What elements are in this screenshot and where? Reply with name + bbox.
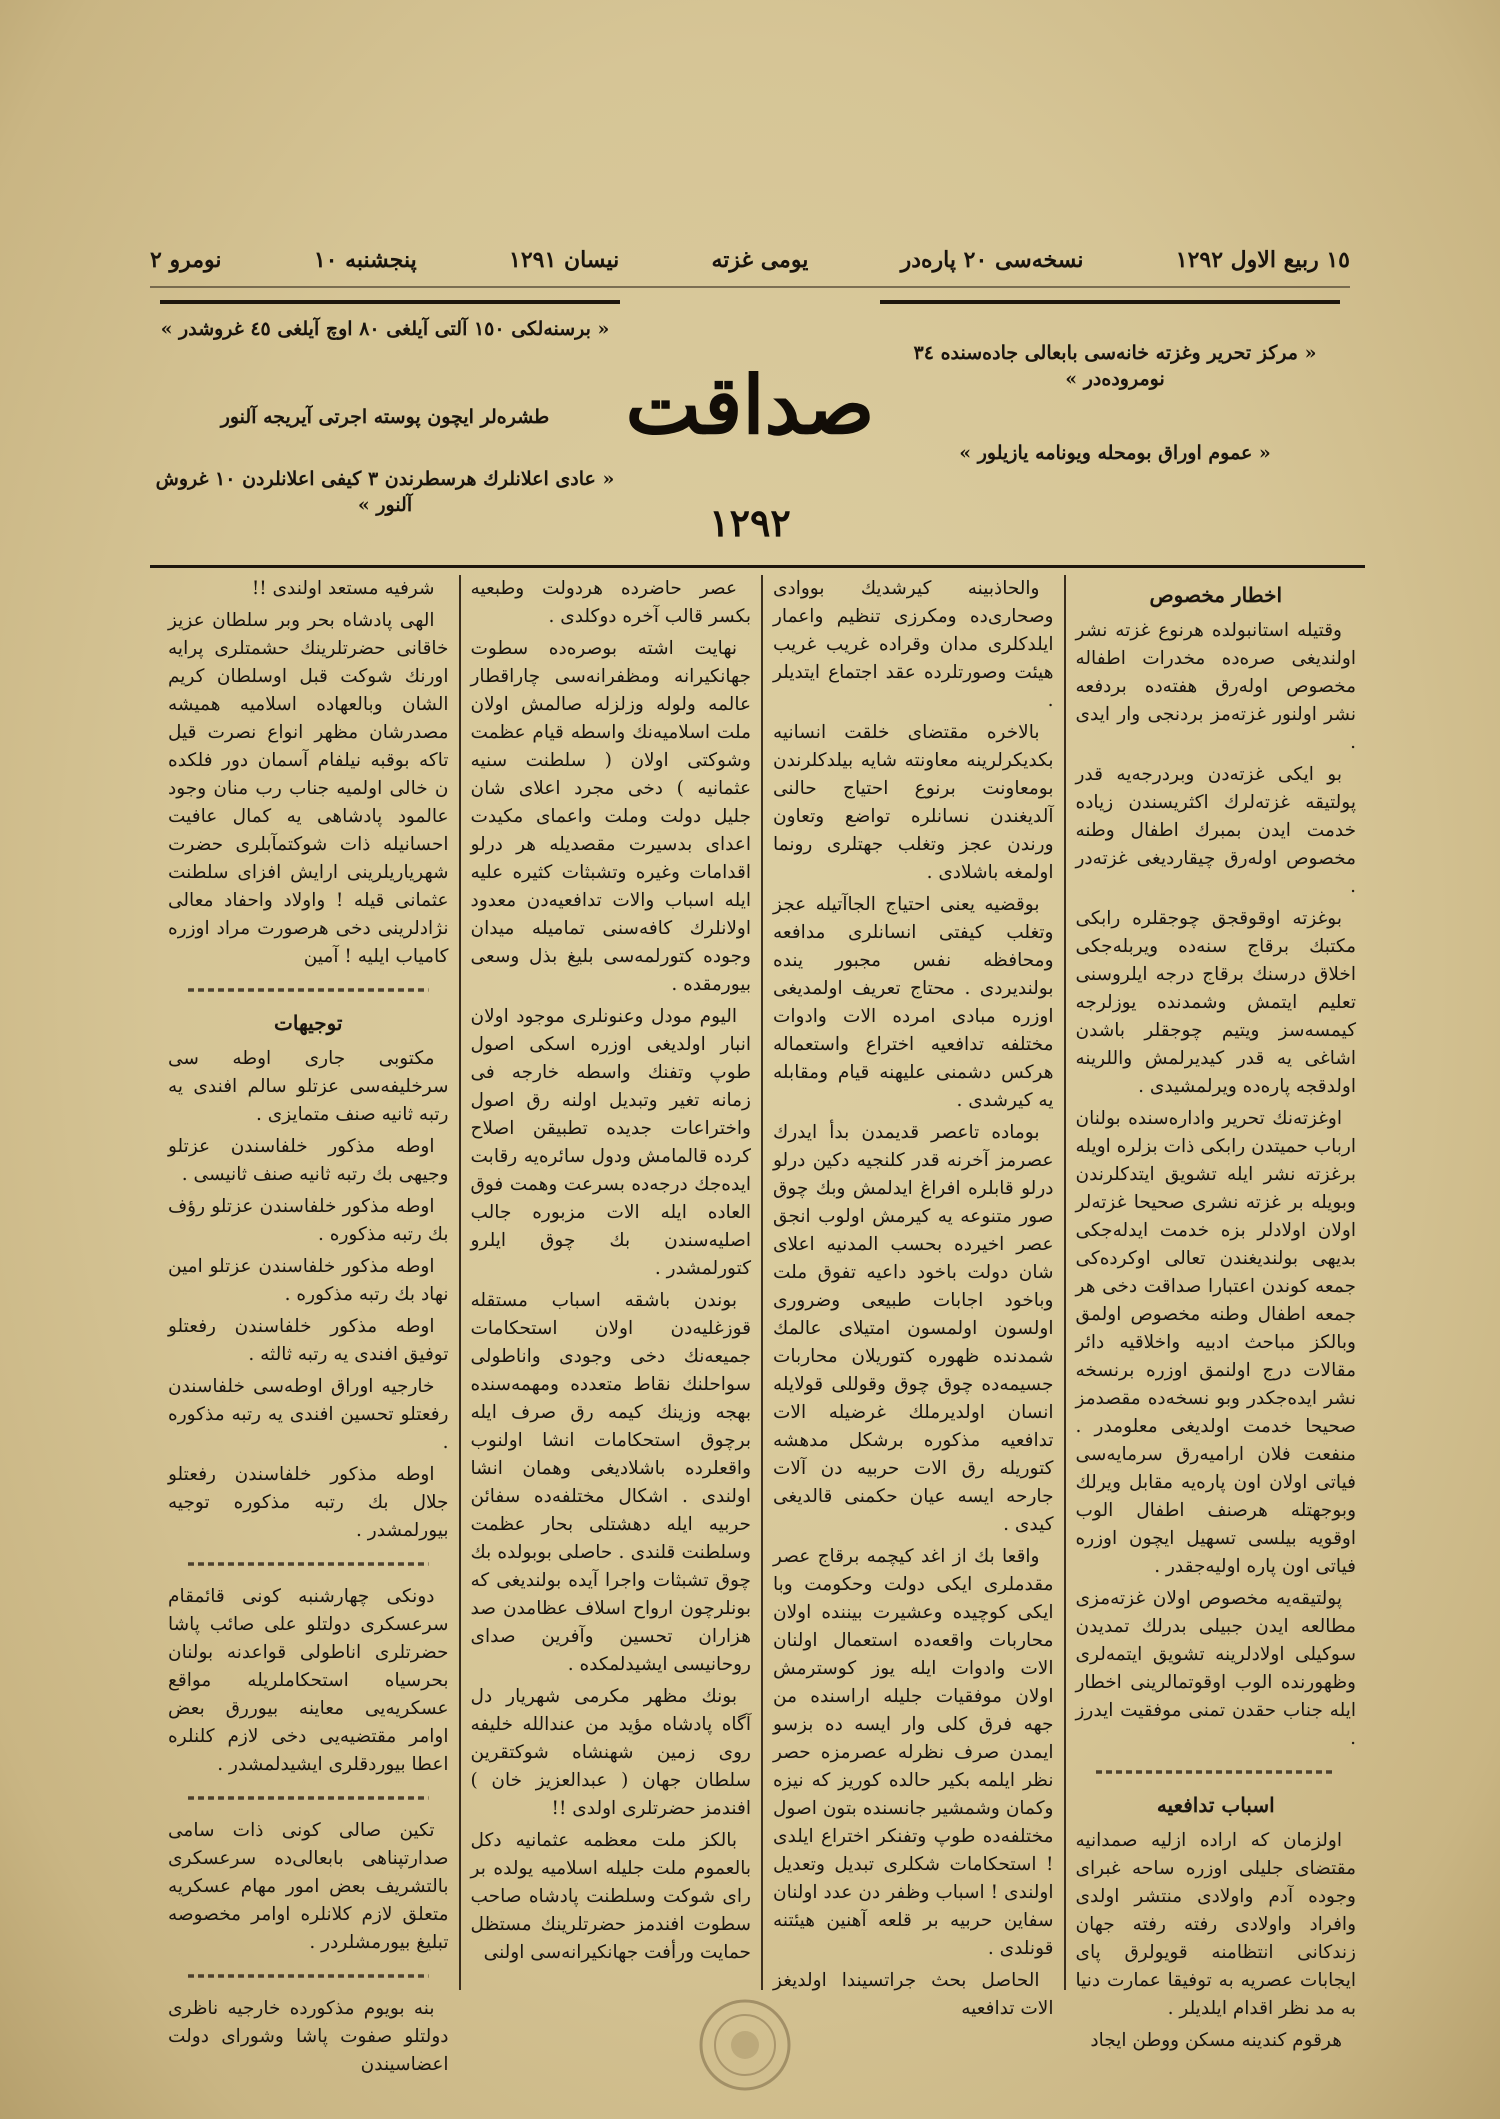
masthead-year: ١٢٩٢ xyxy=(709,500,791,545)
title-logo-text: صداقت xyxy=(625,358,875,452)
ornamental-divider xyxy=(188,1967,429,1985)
section-heading: اسباب تدافعیه xyxy=(1156,1793,1275,1817)
article-paragraph: اوغزته‌نك تحریر واداره‌سنده بولنان ارباب حمیتدن رابکی ذات بزلره اویله برغزته نشر ایله تشویق ایتدکلرندن وبویله بر غزته نشری صحیحا غزته‌لر اولان اولادلر بزه خدمت ایدله‌جکی بدیهی بولندیغندن تعالی اوکرده‌کی جمعه کوندن اعتبارا صداقت دخی هر جمعه اطفال وطنه مخصوص اولمق وبالکز مباحث ادبیه واخلاقیه دائر مقالات درج اولنمق اوزره برنسخه نشر ایده‌جکدر وبو نسخه‌ده مقصدمز صحیحا خدمت اولدیغی معلومدر . منفعت فلان ارامیه‌رق سرمایه‌سی فیاتی اولان اون پاره‌یه مقابل ویرلك وبوجهتله هرصنف اطفال الوب اوقویه بیلسی تسهیل ایچون اوزره فیاتی اون پاره اولیه‌جقدر . xyxy=(1075,1108,1356,1577)
article-paragraph: تکین صالی کونی ذات سامی صدارتپناهی بابعالی‌ده سرعسکری بالتشریف بعض امور مهام عسکریه متعلق لازم کلانلره اوامر مخصوصه تبلیغ بیورمشلردر . xyxy=(168,1820,449,1953)
article-paragraph: بونك مظهر مکرمی شهریار دل آگاه پادشاه مؤید من عندالله خلیفه روی زمین شهنشاه شوکتقرین سلطان جهان ( عبدالعزیز خان ) افندمز حضرتلری اولدی !! xyxy=(470,1686,751,1819)
right-header-rule xyxy=(880,300,1340,304)
columns-top-rule xyxy=(150,565,1365,568)
ornamental-divider xyxy=(1096,1763,1337,1781)
article-paragraph: نهایت اشته بوصره‌ده سطوت جهانکیرانه ومظفرانه‌سی چاراقطار عالمه ولوله وزلزله صالمش اولان ملت اسلامیه‌نك واسطه قیام عظمت وشوکتی اولان ( سلطنت سنیه عثمانیه ) دخی مجرد اعلای شان جلیل دولت وملت واعمای مکیدت اعدای بدسیرت مقصدیله هر درلو اقدامات وغیره وتشبثات کثیره علیه ایله اسباب والات تدافعیه‌دن معدود اولانلرك کافه‌سنی تمامیله میدان وجوده کتورلمه‌سی بلیغ بذل وسعی بیورمقده . xyxy=(470,638,751,995)
article-paragraph: اوطه مذکور خلفاسندن رفعتلو توفیق افندی یه رتبه ثالثه . xyxy=(168,1316,449,1365)
article-paragraph: بو ایکی غزته‌دن وبردرجه‌یه قدر پولتیقه غزته‌لرك اکثریسندن زیاده خدمت ایدن بمبرك اطفال وطنه مخصوص اوله‌رق چیقاردیغی غزته‌در . xyxy=(1075,764,1356,897)
office-address-notice: « مرکز تحریر وغزته خانه‌سی بابعالی جاده‌سنده ٣٤ نومروده‌در » xyxy=(913,342,1317,390)
dateline-rule xyxy=(150,286,1350,288)
article-paragraph: هرقوم کندینه مسکن ووطن ایجاد xyxy=(1090,2030,1342,2051)
article-paragraph: الیوم مودل وعنونلری موجود اولان انبار اولدیغی اوزره اسکی اصول طوپ وتفنك واسطه خارجه فی زمانه تغیر وتبدیل اولنه رق اصول واختراعات جدیده تطبیقن اصلاح کرده قالمامش ودول سائره‌یه رقابت ایده‌جك درجه‌ده بسرعت وهمت فوق العاده ایله الات مزبوره جالب اصلیه‌سندن بك چوق ایلرو کتورلمشدر . xyxy=(470,1006,751,1279)
article-paragraph: اوطه مذکور خلفاسندن عزتلو وجیهی بك رتبه ثانیه صنف ثانیسی . xyxy=(168,1136,449,1185)
ornamental-divider xyxy=(188,1789,429,1807)
article-column xyxy=(459,575,762,1990)
article-paragraph: بالاخره مقتضای خلقت انسانیه بکدیکرلرینه معاونته شایه بیلدکلرندن بومعاونت برنوع احتیاج حالنی آلدیغندن نسانلره تواضع وتعاون ورندن عجز وتغلب جهتلری رونما اولمغه باشلادی . xyxy=(773,722,1054,883)
dateline-item: یومی غزته xyxy=(711,247,809,273)
dateline-item: نومرو ٢ xyxy=(150,247,222,273)
article-column xyxy=(761,575,1064,2019)
article-paragraph: بالکز ملت معظمه عثمانیه دکل بالعموم ملت جلیله اسلامیه یولده بر رای شوکت وسلطنت پادشاه صاحب سطوت افندمز حضرتلرینك مستظل حمایت ورأفت جهانکیرانه‌سی اولنی xyxy=(470,1830,751,1963)
advertising-notice: « عادی اعلانلرك هرسطرندن ٣ کیفی اعلانلردن ١٠ غروش آلنور » xyxy=(155,468,615,516)
section-heading: توجیهات xyxy=(274,1011,343,1035)
article-paragraph: اولزمان که اراده ازلیه صمدانیه مقتضای جلیلی اوزره ساحه غبرای وجوده آدم واولادی منتشر اولدی وافراد واولادی رفته رفته جهان زندکانی انتظامنه قویولرق پای ایجابات عصریه به توفیقا عمارت دنیا به مد نظر اقدام ایلدیلر . xyxy=(1075,1830,1356,2019)
article-paragraph: اوطه مذکور خلفاسندن عزتلو رؤف بك رتبه مذکوره . xyxy=(168,1196,449,1245)
article-paragraph: واقعا بك از اغد کیچمه برقاج عصر مقدملری ایکی دولت وحکومت وبا ایکی کوچیده وعشیرت بیننده اولان محاربات واقعه‌ده استعمال اولنان الات وادوات ایله یوز کوسترمش اولان موفقیات جلیله اراسنده من جهه فرق کلی وار ایسه ده بزسو ایمدن صرف نظرله عصرمزه حصر نظر ایلمه بکیر حالده کوریز که نیزه وکمان وشمشیر جانسنده بتون اصول مختلفه‌ده طوپ وتفنکر اختراع ایلدی ! استحکامات شکلری تبدیل وتعدیل اولندی ! اسباب وظفر دن عدد اولنان سفاین حربیه بر قلعه آهنین هیئتنه قونلدی . xyxy=(773,1546,1054,1959)
postage-notice: طشره‌لر ایچون پوسته اجرتی آیریجه آلنور xyxy=(220,406,550,428)
article-paragraph: عصر حاضرده هردولت وطبعیه بکسر قالب آخره دوکلدی . xyxy=(470,578,751,627)
article-column xyxy=(158,575,459,2075)
article-paragraph: شرفیه مستعد اولندی !! xyxy=(251,578,435,599)
article-paragraph: دونکی چهارشنبه کونی قائمقام سرعسکری دولتلو علی صائب پاشا حضرتلری اناطولی قواعدنه بولنان بحرسیاه استحکاملریله مواقع عسکریه‌یی معاینه بیوررق بعض اوامر مقتضیه‌یی دخی لازم کلنلره اعطا بیوردقلری ایشیدلمشدر . xyxy=(168,1586,449,1775)
dateline-item: ١٥ ربیع الاول ١٢٩٢ xyxy=(1175,247,1350,273)
left-header-rule xyxy=(160,300,620,304)
article-columns xyxy=(158,575,1366,2075)
library-stamp xyxy=(695,1995,795,2095)
article-column xyxy=(1064,575,1367,2051)
subscription-notice: « برسنه‌لکی ١٥٠ آلتی آیلغی ٨٠ اوچ آیلغی ٤٥ غروشدر » xyxy=(160,318,610,340)
article-paragraph: وقتیله استانبولده هرنوع غزته نشر اولندیغی صره‌ده مخدرات اطفاله مخصوص اوله‌رق هفته‌ده بردفعه نشر اولنور غزته‌مز بردنجی وار ایدی . xyxy=(1075,620,1356,753)
dateline xyxy=(150,240,1350,280)
article-paragraph: بوماده تاعصر قدیمدن بدأ ایدرك عصرمز آخرنه قدر کلنجیه دکین درلو درلو قابلره افراغ ایدلمش وبك چوق صور متنوعه یه کیرمش اولوب انجق عصر اخیرده بحسب المدنیه اعلای شان دولت باخود داعیه تفوق ملت وباخود اجابات طبیعی وضروری اولسون اولمسون امتیلای عالمك شمدنده ظهوره کتوریلان محاربات جسیمه‌ده چوق چوق وقوللی قولایله انسان اولدیرملك غرضیله الات تدافعیه مذکوره برشکل مدهشه کتوریله رق الات حربیه دن آلات جارحه ایسه عیان حکمنی قالدیغی کیدی . xyxy=(773,1122,1054,1535)
ornamental-divider xyxy=(188,981,429,999)
article-paragraph: اوطه مذکور خلفاسندن عزتلو امین نهاد بك رتبه مذکوره . xyxy=(168,1256,449,1305)
article-paragraph: اوطه مذکور خلفاسندن رفعتلو جلال بك رتبه مذکوره توجیه بیورلمشدر . xyxy=(168,1464,449,1541)
article-paragraph: الهی پادشاه بحر وبر سلطان عزیز خاقانی حضرتلرینك حشمتلری پرایه اورنك شوکت قبل اوسلطان کریم الشان وبالعهاده اسلامیه همیشه مصدرشان مظهر انواع نصرت قیل تاکه بوقبه نیلفام آسمان دور فلکده ن خالی اولمیه جناب رب منان وجود عالمود پادشاهی یه کمال عافیت احسانیله ذات شوکتمآبلری حضرت شهریاریلرینی ارایش افزای سلطنت عثمانی قیله ! واولاد واحفاد معالی نژادلرینی دخی هرصورت مراد اوزره کامیاب ایلیه ! آمین xyxy=(168,610,449,967)
ornamental-divider xyxy=(188,1555,429,1573)
newspaper-title-logo xyxy=(625,330,875,480)
dateline-item: نسخه‌سی ٢٠ پاره‌در xyxy=(900,247,1084,273)
article-paragraph: والحاذبینه کیرشدیك بووادی وصحاری‌ده ومکرزی تنظیم واعمار ایلدکلری مدان وقرا‌ده غریب غریب هیئت وصورتلرده عقد اجتماع ایتدیلر . xyxy=(773,578,1054,711)
article-paragraph: بوقضیه یعنی احتیاج الجاآتیله عجز وتغلب کیفتی انسانلری مدافعه ومحافظه نفس مجبور ینده بولندیردی . محتاج تعریف اولمدیغی اوزره مبادی امرده الات وادوات مختلفه تدافعیه اختراع واستعماله هرکس دشمنی علیهنه قیام ومقابله یه کیرشدی . xyxy=(773,894,1054,1111)
article-paragraph: خارجیه اوراق اوطه‌سی خلفاسندن رفعتلو تحسین افندی یه رتبه مذکوره . xyxy=(168,1376,449,1453)
correspondence-notice: « عموم اوراق بومحله ویونامه یازیلور » xyxy=(959,442,1271,464)
dateline-item: پنجشنبه ١٠ xyxy=(313,247,417,273)
article-paragraph: پولتیقه‌یه مخصوص اولان غزته‌مزی مطالعه ایدن جبیلی بدرلك تمدیدن سوکیلی اولادلرینه تشویق ایتمه‌لری وظهورنده الوب اوقوتمالرینی اخطار ایله جناب حقدن تمنی موفقیت ایدرز . xyxy=(1075,1588,1356,1749)
article-paragraph: بوندن باشقه اسباب مستقله قوزغلیه‌دن اولان استحکامات جمیعه‌نك دخی وجودی واناطولی سواحلنك نقاط متعدده ومهمه‌سنده بهجه وزینك کیمه رق صرف ایله برچوق استحکامات انشا اولنوب واقعلرده باشلادیغی وهمان انشا اولندی . اشکال مختلفه‌ده سفائن حربیه ایله دهشتلی بحار عظمت وسلطنت قلندی . حاصلی بوبولده بك چوق تشبثات واجرا آیده بولندیغی که بونلرچون ارواح اسلاف عظامدن صد هزاران تحسین وآفرین صدای روحانیسی ایشیدلمکده . xyxy=(470,1290,751,1675)
article-paragraph: الحاصل بحث جراتسیندا اولدیغز الات تدافعیه xyxy=(773,1970,1054,2019)
section-heading: اخطار مخصوص xyxy=(1149,583,1283,607)
dateline-item: نیسان ١٢٩١ xyxy=(509,247,620,273)
article-paragraph: بوغزته اوقوقجق چوجقلره رابکی مکتبك برقاج سنه‌ده ویربله‌جکی اخلاق درسنك برقاج درجه ایلروسنی تعلیم ایتمش وشمدنده یوزلرجه کیمسه‌سز ویتیم چوجقلر باشدن اشاغی یه قدر کیدیرلمش واللرینه اولدقجه پاره‌ده ویرلمشیدی . xyxy=(1075,908,1356,1097)
article-paragraph: بنه بویوم مذکورده خارجیه ناظری دولتلو صفوت پاشا وشورای دولت اعضاسیندن xyxy=(168,1998,449,2075)
article-paragraph: مکتوبی جاری اوطه سی سرخلیفه‌سی عزتلو سالم افندی یه رتبه ثانیه صنف متمایزی . xyxy=(168,1048,449,1125)
